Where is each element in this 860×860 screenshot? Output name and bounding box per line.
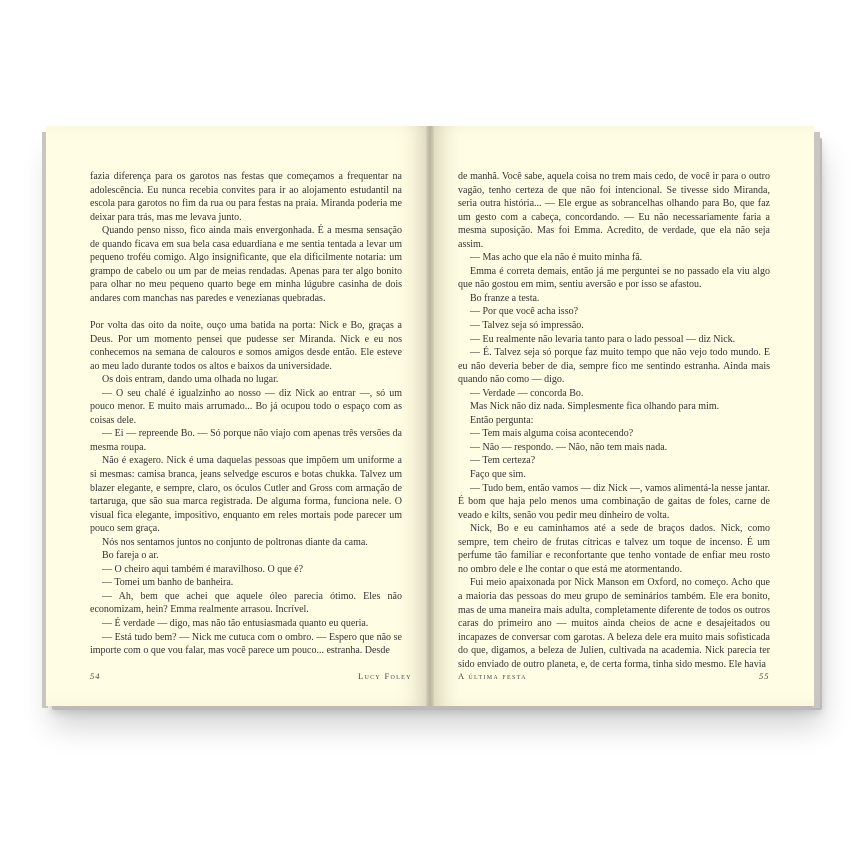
paragraph: — Está tudo bem? — Nick me cutuca com o ombro. — Espero que não se importe com o que vou falar, mas você parece um pouco... estranha. Desde — [90, 631, 402, 657]
paragraph: Os dois entram, dando uma olhada no lugar. — [102, 374, 279, 386]
right-page — [430, 126, 814, 706]
right-running-head: A última festa — [458, 671, 527, 681]
left-page-text — [90, 170, 402, 658]
paragraph: Por volta das oito da noite, ouço uma batida na porta: Nick e Bo, graças a Deus. Por um momento pensei que pudesse ser Miranda. Nick e eu nos conhecemos na semana de calouros e somos amigos desde então. Ele esteve ao meu lado durante todos os altos e baixos da universidade. — [90, 319, 402, 372]
paragraph: Então pergunta: — [470, 414, 534, 426]
paragraph: — É verdade — digo, mas não tão entusiasmada quanto eu queria. — [102, 618, 369, 629]
paragraph: — Ah, bem que achei que aquele óleo parecia ótimo. Eles não economizam, hein? Emma realmente arrasou. Incrível. — [90, 590, 402, 616]
paragraph: — Eu realmente não levaria tanto para o lado pessoal — diz Nick. — [470, 333, 736, 345]
book-spine — [426, 126, 434, 706]
paragraph: — Ei — repreende Bo. — Só porque não viajo com apenas três versões da mesma roupa. — [90, 428, 402, 453]
paragraph: Mas Nick não diz nada. Simplesmente fica olhando para mim. — [470, 401, 720, 413]
paragraph: Faço que sim. — [470, 469, 526, 481]
paragraph: fazia diferença para os garotos nas festas que começamos a frequentar na adolescência. Eu nunca recebia convites para ir ao alojamento estudantil na escola para garotos no fim da rua ou para festas na praia. Miranda poderia me deixar para trás, mas me levava junto. — [90, 171, 402, 223]
right-page-number: 55 — [759, 671, 770, 681]
left-page — [46, 126, 430, 706]
paragraph: de manhã. Você sabe, aquela coisa no trem mais cedo, de você ir para o outro vagão, tenho certeza de que não foi intencional. Se tivesse sido Miranda, seria outra história... — Ele ergue as sobrancelhas olhando para Bo, que faz um gesto com a cabeça, concordando. — Eu não necessariamente faria a mesma suposição. Mas foi Emma. Acredito, de verdade, que ela não seja assim. — [458, 171, 770, 250]
paragraph: — Por que você acha isso? — [470, 306, 579, 318]
paragraph: — Tudo bem, então vamos — diz Nick —, vamos alimentá-la nesse jantar. É bom que haja pelo menos uma combinação de gaitas de foles, carne de veado e kilts, senão vou pedir meu dinheiro de volta. — [458, 482, 770, 521]
paragraph: Bo fareja o ar. — [102, 550, 159, 562]
paragraph: — É. Talvez seja só porque faz muito tempo que não vejo todo mundo. E eu não deveria beber de dia, sempre fico me sentindo estranha. Ainda mais quando não como — digo. — [458, 347, 770, 386]
paragraph: — Não — respondo. — Não, não tem mais nada. — [470, 441, 668, 453]
paragraph: Bo franze a testa. — [470, 292, 540, 304]
paragraph: Quando penso nisso, fico ainda mais envergonhada. É a mesma sensação de quando ficava em sua bela casa eduardiana e me sentia tentada a levar um pequeno troféu comigo. Algo insignificante, que ela dificilmente notaria: um grampo de cabelo ou um par de meias rendadas. Apenas para ter algo bonito para olhar no meu pequeno quarto bege em minha lúgubre casinha de dois andares com manchas nas paredes e venezianas quebradas. — [90, 225, 402, 304]
paragraph: — O seu chalé é igualzinho ao nosso — diz Nick ao entrar —, só um pouco menor. E muito mais arrumado... Bo já ocupou todo o espaço com as coisas dele. — [90, 387, 402, 426]
paragraph: — Mas acho que ela não é muito minha fã. — [470, 252, 643, 264]
left-page-number: 54 — [90, 671, 101, 681]
paragraph: — Tem mais alguma coisa acontecendo? — [470, 428, 634, 440]
paragraph: Fui meio apaixonada por Nick Manson em Oxford, no começo. Acho que a maioria das pessoas do meu grupo de seminários também. Ele era bonito, mas de uma maneira mais adulta, completamente diferente de todos os outros caras do primeiro ano — muitos ainda cheios de acne e desajeitados ou incapazes de conversar com garotas. A beleza dele era muito mais sofisticada do que, digamos, a beleza de Julien, cultivada na academia. Nick parecia ter sido enviado de outro planeta, e, de certa forma, tinha sido mesmo. Ele havia — [458, 577, 770, 670]
paragraph: — Talvez seja só impressão. — [470, 320, 584, 332]
paragraph: Não é exagero. Nick é uma daquelas pessoas que impõem um uniforme a si mesmas: camisa branca, jeans selvedge escuros e botas chukka. Talvez um blazer elegante, e sempre, claro, os óculos Cutler and Gross com armação de tartaruga, que são sua marca registrada. De alguma forma, funciona nele. O visual fica elegante, impositivo, enquanto em reles mortais pode parecer um pouco sem graça. — [90, 455, 402, 535]
paragraph: Emma é correta demais, então já me perguntei se no passado ela viu algo que não gostou em mim, sentiu aversão e por isso se afastou. — [458, 265, 770, 291]
paragraph: — Verdade — concorda Bo. — [470, 387, 584, 399]
left-running-head: Lucy Foley — [358, 671, 412, 681]
right-page-text — [458, 170, 770, 671]
paragraph: — O cheiro aqui também é maravilhoso. O que é? — [102, 563, 304, 575]
paragraph: Nick, Bo e eu caminhamos até a sede de braços dados. Nick, como sempre, tem cheiro de frutas cítricas e talvez um toque de incenso. É um perfume tão familiar e reconfortante que tenho vontade de enfiar meu rosto no ombro dele e lhe contar o que está me atormentando. — [458, 523, 770, 575]
paragraph: Nós nos sentamos juntos no conjunto de poltronas diante da cama. — [102, 536, 368, 548]
paragraph: — Tomei um banho de banheira. — [102, 577, 234, 589]
paragraph: — Tem certeza? — [470, 455, 536, 467]
